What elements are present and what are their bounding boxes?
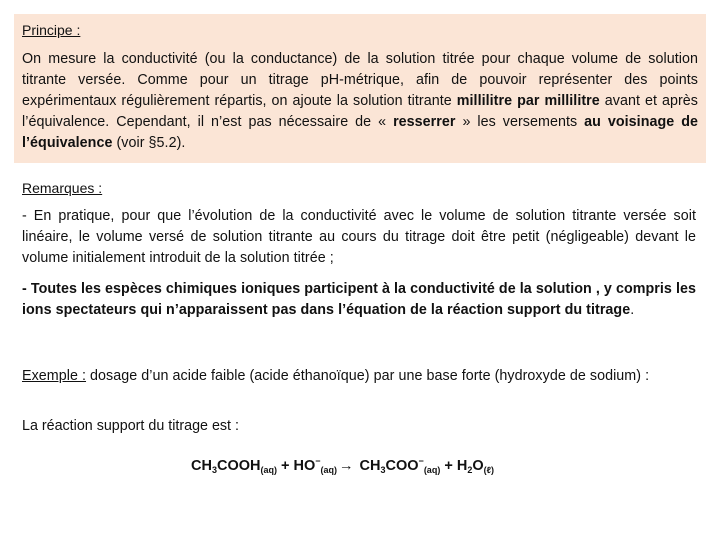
remarque-2: [22, 279, 696, 321]
principe-bold-1: millilitre par millilitre: [456, 93, 600, 109]
remarque-2-text: - Toutes les espèces chimiques ioniques participent à la conductivité de la solution , y compris les ions spectateurs qui n’apparaissent pas dans l’équation de la réaction support du titrage: [22, 281, 696, 318]
eq-state: (aq): [423, 465, 441, 475]
eq-state: (ℓ): [483, 465, 495, 475]
principe-box: [14, 14, 706, 163]
eq-reactant-1a: CH: [191, 458, 212, 474]
exemple-section: [22, 366, 696, 387]
exemple-paragraph: [22, 366, 696, 387]
remarque-2-end: .: [630, 302, 635, 318]
principe-text-4: (voir §5.2).: [112, 135, 186, 151]
eq-state: (aq): [320, 465, 338, 475]
arrow-icon: →: [339, 458, 354, 474]
eq-state: (aq): [260, 465, 277, 475]
eq-sub: 3: [211, 465, 217, 475]
eq-sub: 3: [380, 465, 386, 475]
eq-product-2a: + H: [440, 458, 468, 474]
exemple-text: dosage d’un acide faible (acide éthanoïque) par une base forte (hydroxyde de sodium) :: [86, 368, 650, 384]
eq-charge: −: [315, 456, 321, 466]
eq-reactant-1b: COOH: [216, 458, 261, 474]
eq-product-1b: COO: [385, 458, 419, 474]
remarque-1: - En pratique, pour que l’évolution de la conductivité avec le volume de solution titrante versée soit linéaire, le volume versé de solution titrante au cours du titrage doit être petit (négligeable) devant le volume initialement introduit de la solution titrée ;: [22, 208, 696, 266]
exemple-label: Exemple :: [22, 368, 87, 384]
eq-sub: 2: [467, 465, 473, 475]
principe-bold-3: au voisinage de l’équivalence: [22, 114, 698, 151]
eq-charge: −: [418, 456, 424, 466]
eq-product-1a: CH: [355, 458, 381, 474]
support-text: La réaction support du titrage est :: [22, 418, 239, 434]
remarques-heading: Remarques :: [22, 180, 103, 196]
principe-heading: Principe :: [22, 22, 81, 38]
principe-paragraph: [22, 49, 698, 154]
principe-text-2: avant et après l’équivalence. Cependant, il n’est pas nécessaire de «: [22, 93, 699, 130]
reaction-equation: [191, 450, 494, 481]
remarques-section: [22, 178, 696, 321]
eq-reactant-2: + HO: [276, 458, 316, 474]
eq-product-2b: O: [472, 458, 484, 474]
principe-text-1: On mesure la conductivité (ou la conductance) de la solution titrée pour chaque volume de solution titrante versée. Comme pour un titrage pH-métrique, afin de pouvoir représenter des points expérimentaux régulièrement répartis, on ajoute la solution titrante: [22, 51, 698, 109]
principe-text-3: » les versements: [455, 114, 585, 130]
principe-bold-2: resserrer: [393, 114, 456, 130]
